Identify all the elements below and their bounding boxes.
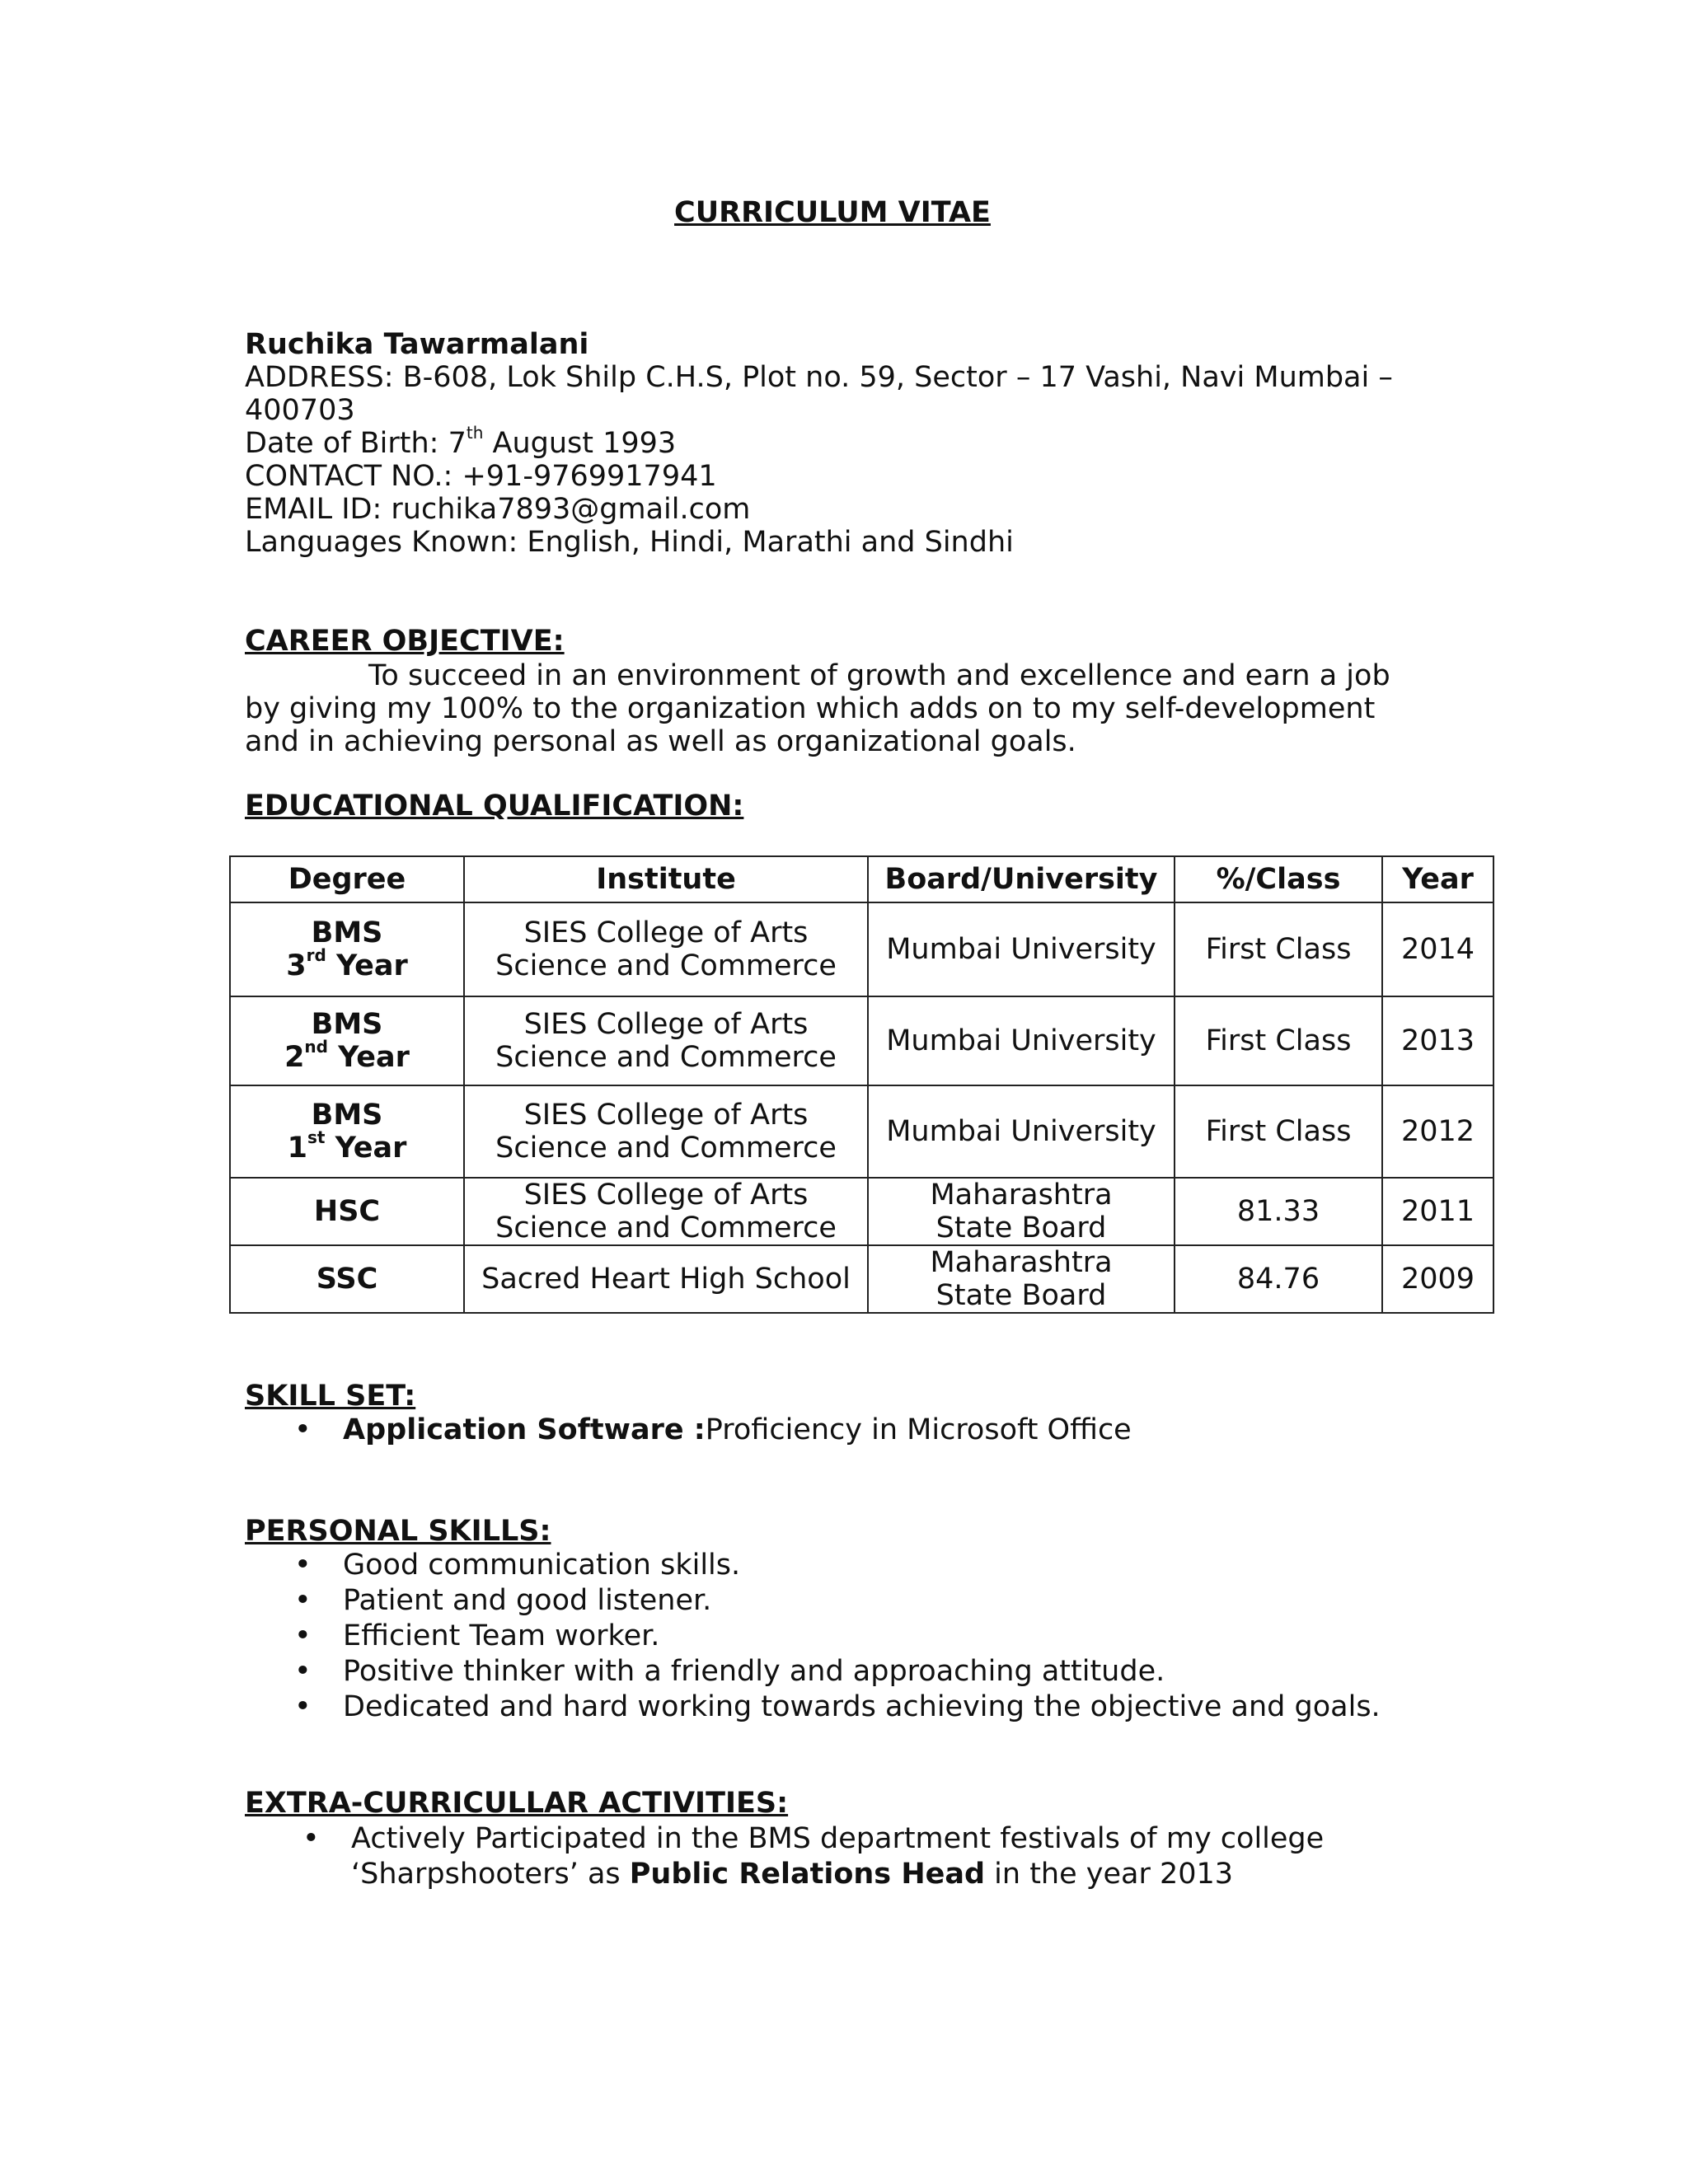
bullet-icon: •: [294, 1619, 312, 1652]
date-of-birth: [245, 423, 677, 460]
address-line-1: ADDRESS: B-608, Lok Shilp C.H.S, Plot no. 59, Sector – 17 Vashi, Navi Mumbai –: [245, 361, 1393, 394]
list-item: • Actively Participated in the BMS department festivals of my college ‘Sharpshooters’ as Public Relations Head in the year 2013: [302, 1822, 1325, 1891]
dob-rest: August 1993: [483, 427, 677, 460]
list-item: • Dedicated and hard working towards achieving the objective and goals.: [294, 1690, 1381, 1723]
dob-label: Date of Birth: 7: [245, 427, 467, 460]
column-header: Institute: [464, 856, 868, 902]
board-cell: Mumbai University: [868, 1085, 1175, 1178]
institute-cell: SIES College of Arts Science and Commerce: [464, 1178, 868, 1245]
degree-cell: [230, 996, 464, 1085]
year-cell: 2011: [1382, 1178, 1493, 1245]
column-header: Degree: [230, 856, 464, 902]
bullet-icon: •: [294, 1584, 312, 1617]
degree-level: 2nd Year: [284, 1037, 410, 1074]
list-item: [245, 1413, 1481, 1448]
year-cell: 2014: [1382, 902, 1493, 996]
skill-set-list: [245, 1413, 1481, 1448]
year-cell: 2012: [1382, 1085, 1493, 1178]
candidate-name: Ruchika Tawarmalani: [245, 328, 589, 361]
column-header: Year: [1382, 856, 1493, 902]
email-id: EMAIL ID: ruchika7893@gmail.com: [245, 493, 751, 526]
list-item: • Patient and good listener.: [294, 1584, 712, 1617]
bullet-icon: •: [294, 1549, 312, 1582]
extra-curricular-list: [253, 1821, 1489, 1892]
list-item: • Good communication skills.: [294, 1549, 741, 1582]
dob-ordinal: th: [466, 423, 484, 443]
table-row: [230, 1245, 1493, 1313]
table-row: [230, 902, 1493, 996]
degree-name: BMS: [311, 916, 383, 949]
education-table: [229, 855, 1494, 1314]
career-objective: [245, 659, 1399, 758]
list-item: • Efficient Team worker.: [294, 1619, 660, 1652]
score-cell: 84.76: [1175, 1245, 1382, 1313]
degree-cell: SSC: [230, 1245, 464, 1313]
column-header: %/Class: [1175, 856, 1382, 902]
column-header: Board/University: [868, 856, 1175, 902]
score-cell: First Class: [1175, 902, 1382, 996]
table-header-row: [230, 856, 1493, 902]
degree-level: 1st Year: [287, 1127, 407, 1165]
personal-skills-heading: PERSONAL SKILLS:: [245, 1515, 551, 1548]
table-row: [230, 996, 1493, 1085]
skill-label: Application Software :: [343, 1413, 706, 1446]
year-cell: 2013: [1382, 996, 1493, 1085]
board-cell: Mumbai University: [868, 996, 1175, 1085]
table-row: [230, 1178, 1493, 1245]
board-cell: Maharashtra State Board: [868, 1245, 1175, 1313]
address-line-2: 400703: [245, 394, 355, 427]
bullet-icon: •: [294, 1413, 312, 1446]
languages-known: Languages Known: English, Hindi, Marathi and Sindhi: [245, 526, 1014, 559]
document-title: CURRICULUM VITAE: [674, 196, 991, 229]
score-cell: 81.33: [1175, 1178, 1382, 1245]
score-cell: First Class: [1175, 1085, 1382, 1178]
bullet-icon: •: [294, 1655, 312, 1688]
degree-cell: [230, 1085, 464, 1178]
institute-cell: SIES College of Arts Science and Commerce: [464, 996, 868, 1085]
degree-cell: [230, 902, 464, 996]
bullet-icon: •: [294, 1690, 312, 1723]
career-objective-heading: CAREER OBJECTIVE:: [245, 625, 565, 658]
degree-name: BMS: [311, 1099, 383, 1132]
degree-cell: HSC: [230, 1178, 464, 1245]
bullet-icon: •: [302, 1822, 320, 1855]
degree-level: 3rd Year: [286, 945, 408, 982]
board-cell: Mumbai University: [868, 902, 1175, 996]
skill-value: Proficiency in Microsoft Office: [705, 1413, 1132, 1446]
extra-curricular-heading: EXTRA-CURRICULLAR ACTIVITIES:: [245, 1787, 789, 1820]
year-cell: 2009: [1382, 1245, 1493, 1313]
table-row: [230, 1085, 1493, 1178]
personal-skills-list: [245, 1548, 1481, 1725]
skill-set-heading: SKILL SET:: [245, 1380, 416, 1413]
institute-cell: SIES College of Arts Science and Commerce: [464, 1085, 868, 1178]
contact-number: CONTACT NO.: +91-9769917941: [245, 460, 717, 493]
institute-cell: SIES College of Arts Science and Commerce: [464, 902, 868, 996]
score-cell: First Class: [1175, 996, 1382, 1085]
institute-cell: Sacred Heart High School: [464, 1245, 868, 1313]
board-cell: Maharashtra State Board: [868, 1178, 1175, 1245]
degree-name: BMS: [311, 1008, 383, 1041]
list-item: • Positive thinker with a friendly and approaching attitude.: [294, 1655, 1165, 1688]
career-objective-text: To succeed in an environment of growth and excellence and earn a job by giving my 100% to the organization which adds on to my self-development and in achieving personal as well as organizational goals.: [245, 659, 1390, 758]
education-heading: EDUCATIONAL QUALIFICATION:: [245, 790, 744, 823]
